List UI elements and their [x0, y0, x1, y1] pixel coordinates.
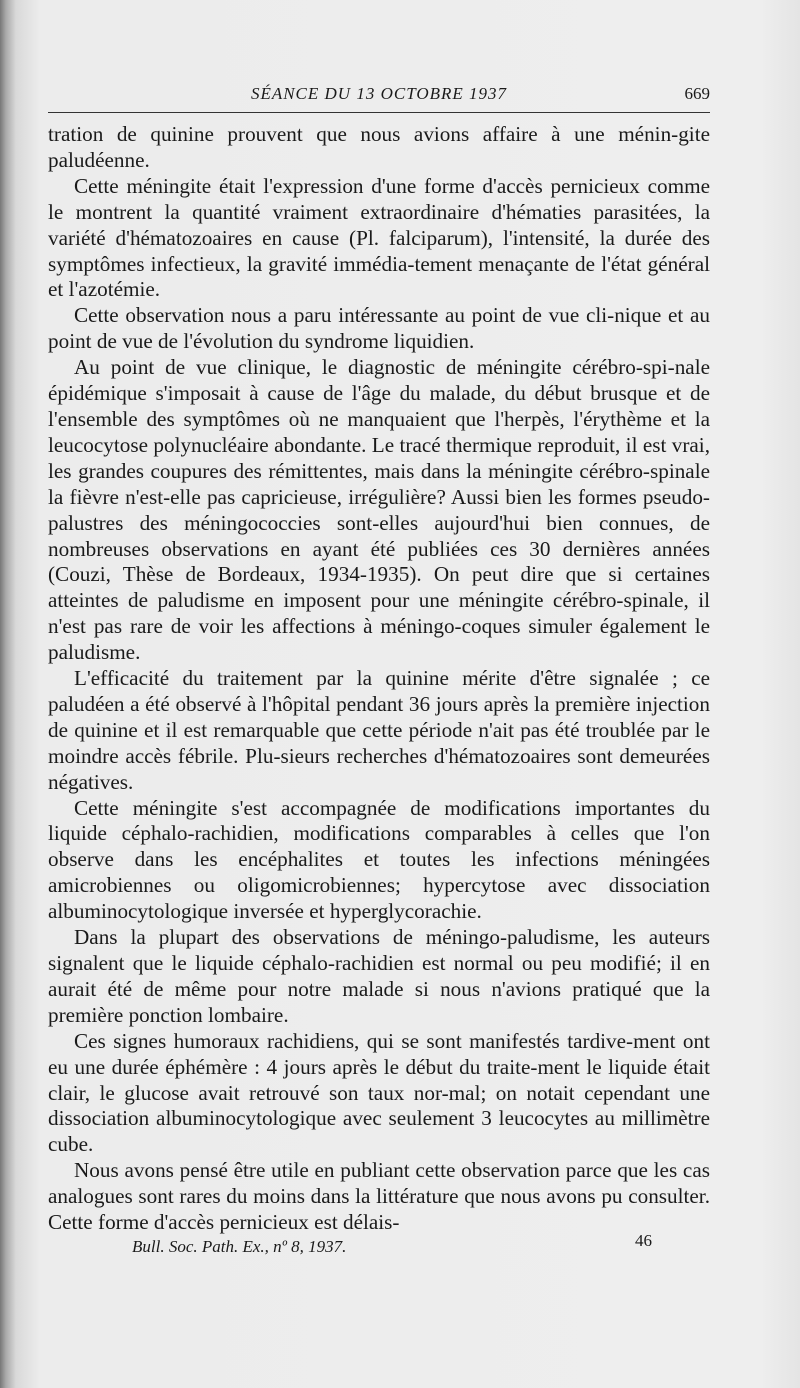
paragraph-8: Ces signes humoraux rachidiens, qui se sont manifestés tardive-ment ont eu une durée éphémère : 4 jours après le début du traite-ment le liquide était clair, le glucose avait retrouvé son taux nor-mal; on notait cependant une dissociation albuminocytologique avec seulement 3 leucocytes au millimètre cube. [48, 1028, 710, 1157]
running-header [48, 78, 710, 108]
paragraph-7: Dans la plupart des observations de méningo-paludisme, les auteurs signalent que le liquide céphalo-rachidien est normal ou peu modifié; il en aurait été de même pour notre malade si nous n'avions pratiqué que la première ponction lombaire. [48, 925, 710, 1027]
paragraph-4: Au point de vue clinique, le diagnostic de méningite cérébro-spi-nale épidémique s'imposait à cause de l'âge du malade, du début brusque et de l'ensemble des symptômes où ne manquaient que l'herpès, l'érythème et la leucocytose polynucléaire abondante. Le tracé thermique reproduit, il est vrai, les grandes coupures des rémittentes, mais dans la méningite cérébro-spinale la fièvre n'est-elle pas capricieuse, irrégulière? Aussi bien les formes pseudo-palustres des méningococcies sont-elles aujourd'hui bien connues, de nombreuses observations en ayant été publiées ces 30 dernières années (Couzi, Thèse de Bordeaux, 1934-1935). On peut dire que si certaines atteintes de paludisme en imposent pour une méningite cérébro-spinale, il n'est pas rare de voir les affections à méningo-coques simuler également le paludisme. [48, 355, 710, 665]
paragraph-3: Cette observation nous a paru intéressante au point de vue cli-nique et au point de vue de l'évolution du syndrome liquidien. [48, 303, 710, 354]
paragraph-9: Nous avons pensé être utile en publiant cette observation parce que les cas analogues sont rares du moins dans la littérature que nous avons pu consulter. Cette forme d'accès pernicieux est délais- [48, 1158, 710, 1235]
header-rule [48, 112, 710, 113]
paragraph-5: L'efficacité du traitement par la quinine mérite d'être signalée ; ce paludéen a été observé à l'hôpital pendant 36 jours après la première injection de quinine et il est remarquable que cette période n'ait pas été troublée par le moindre accès fébrile. Plu-sieurs recherches d'hématozoaires sont demeurées négatives. [48, 666, 710, 794]
page-number: 669 [684, 84, 710, 103]
document-page [48, 78, 710, 1256]
signature-mark: 46 [635, 1231, 652, 1250]
paragraph-2: Cette méningite était l'expression d'une forme d'accès pernicieux comme le montrent la quantité vraiment extraordinaire d'hématies parasitées, la variété d'hématozoaires en cause (Pl. falciparum), l'intensité, la durée des symptômes infectieux, la gravité immédia-tement menaçante de l'état général et l'azotémie. [48, 173, 710, 302]
body-text [48, 122, 710, 1236]
paragraph-1: tration de quinine prouvent que nous avions affaire à une ménin-gite paludéenne. [48, 122, 710, 172]
journal-reference: Bull. Soc. Path. Ex., nº 8, 1937. [132, 1237, 347, 1256]
page-footer [132, 1231, 652, 1257]
paragraph-6: Cette méningite s'est accompagnée de modifications importantes du liquide céphalo-rachidien, modifications comparables à celles que l'on observe dans les encéphalites et toutes les infections méningées amicrobiennes ou oligomicrobiennes; hypercytose avec dissociation albuminocytologique inversée et hyperglycorachie. [48, 795, 710, 924]
running-title: SÉANCE DU 13 OCTOBRE 1937 [250, 84, 508, 103]
